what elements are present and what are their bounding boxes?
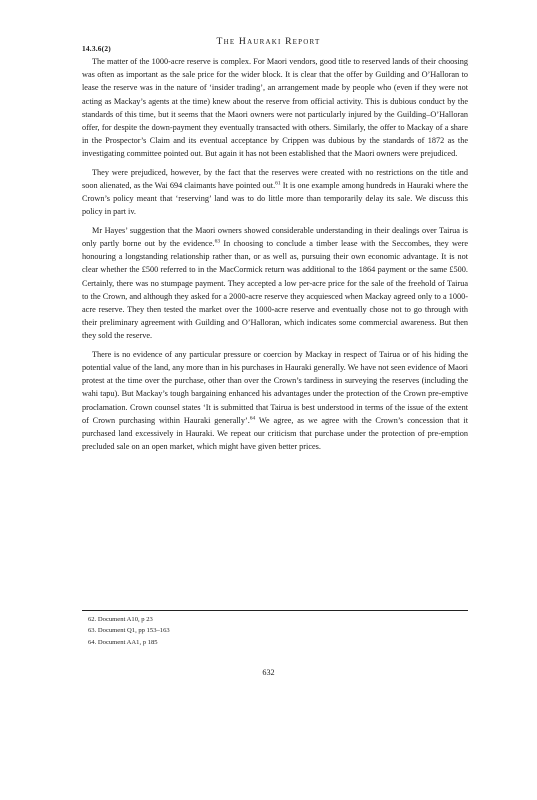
paragraph-text: Mr Hayes’ suggestion that the Maori owners showed considerable understanding in their dealings over Tairua is only partly borne out by the evidence. [82, 225, 468, 249]
section-number: 14.3.6(2) [82, 44, 111, 53]
page-number: 632 [262, 668, 275, 677]
paragraph-text: We agree, as we agree with the Crown’s concession that it purchased land excessively in Hauraki. We repeat our criticism that purchase under the protection of pre-emption precluded sale on an open market, which might have given better prices. [82, 415, 468, 452]
paragraph-text: It is one example among hundreds in Hauraki where the Crown’s policy meant that ‘reserving’ land was to do little more than temporarily delay its sale. We discuss this policy in part iv. [82, 181, 469, 217]
footnote-marker: 64 [249, 415, 256, 422]
paragraph-text: In choosing to conclude a timber lease with the Seccombes, they were honouring a longstanding relationship rather than, or as well as, pursuing their own economic advantage. It is not clear whether the £500 referred to in the MacCormick return was additional to the 1864 payment or the same £500. Certainly, there was no stumpage payment. They accepted a low per-acre price for the sale of the freehold of Tairua to the Crown, and although they asked for a 2000-acre reserve they acquiesced when Mackay agreed only to a 1000-acre reserve. They then tested the market over the 1000-acre reserve and eventually chose not to go through with their preliminary agreement with Guilding and O’Halloran, which indicates some commercial awareness. But then they sold the reserve. [82, 239, 468, 341]
footnote-marker: 63 [214, 238, 221, 245]
running-header-title: The Hauraki Report [216, 36, 321, 47]
paragraph [82, 166, 468, 219]
footnote: 64. Document AA1, p 185 [88, 638, 158, 646]
body-text [82, 55, 468, 459]
footnotes [88, 614, 170, 648]
paragraph-text: The matter of the 1000-acre reserve is complex. For Maori vendors, good title to reserved lands of their choosing was often as important as the sale price for the wider block. It is clear that the offer by Guilding and O’Halloran to lease the reserve was in the nature of ‘insider trading’, an arrangement made by people who (even if they were not acting as Mackay’s agents at the time) knew about the reserve from official activity. This is dubious conduct by the standards of this time, but it seems that the Maori owners were not particularly injured by the Guilding–O’Halloran offer, for despite the down-payment they eventually transacted with others. Similarly, the offer to Mackay of a share in the Prospector’s Claim and its eventual acceptance by Crippen was dubious by the standards of 1872 as the investigating committee pointed out. But again it has not been established that the Maori owners were prejudiced. [82, 57, 468, 159]
footnote-marker: 61 [275, 180, 281, 187]
footnote: 62. Document A10, p 23 [88, 616, 153, 623]
paragraph [82, 55, 468, 161]
paragraph [82, 348, 468, 454]
paragraph-text: There is no evidence of any particular pressure or coercion by Mackay in respect of Tairua or of his hiding the potential value of the land, any more than in his purchases in Hauraki generally. We have not seen evidence of Maori protest at the time over the purchase, other than over the Crown’s tardiness in surveying the reserves (including the wahi tapu). But Mackay’s tough bargaining enhanced his advantages under the protection of the Crown pre-emptive proclamation. Crown counsel states ‘It is submitted that Tairua is best understood in terms of the issue of the extent of Crown purchasing within Hauraki generally’. [82, 349, 468, 425]
paragraph-text: They were prejudiced, however, by the fact that the reserves were created with no restrictions on the title and soon alienated, as the Wai 694 claimants have pointed out. [82, 167, 468, 191]
footnote: 63. Document Q1, pp 153–163 [88, 627, 170, 635]
paragraph [82, 224, 468, 343]
footnote-divider [82, 610, 468, 611]
